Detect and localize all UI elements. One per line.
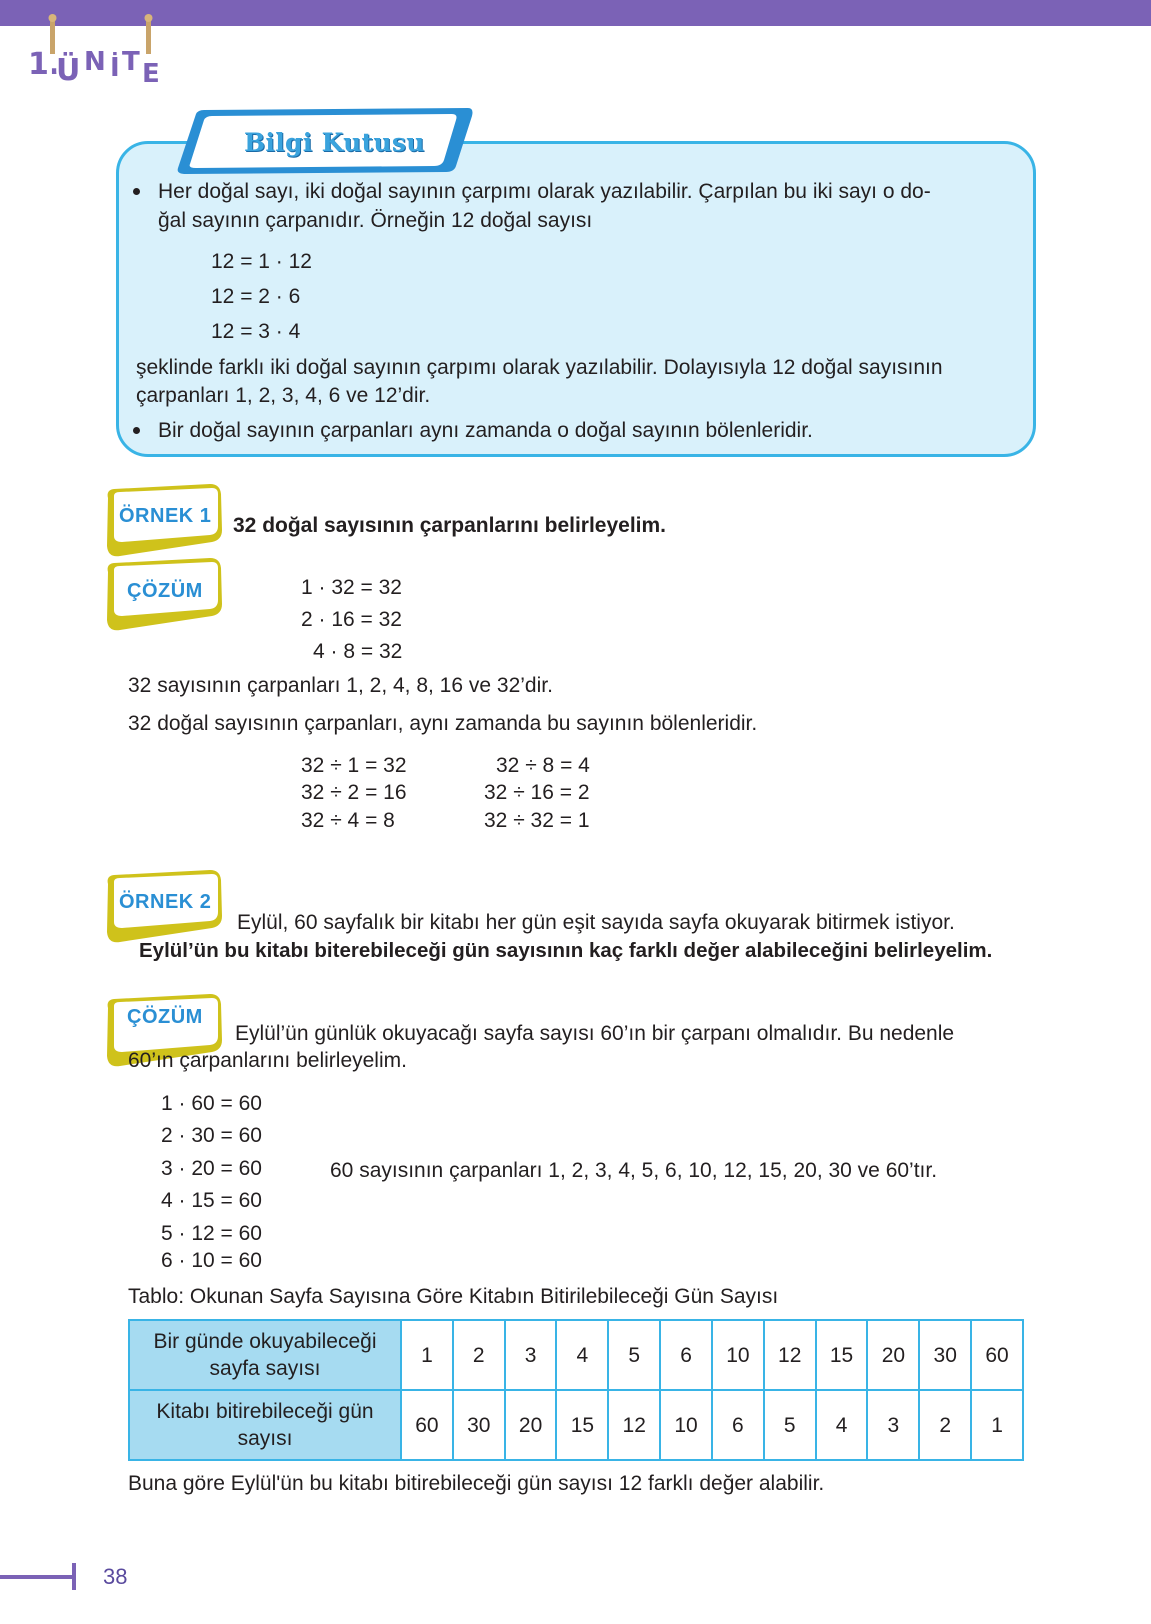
table-row xyxy=(129,1390,1023,1460)
table-cell: 5 xyxy=(764,1390,816,1460)
example2-product: 5 · 12 = 60 xyxy=(161,1222,262,1245)
footer-line xyxy=(0,1575,76,1579)
example1-factors: 32 sayısının çarpanları 1, 2, 4, 8, 16 ve 32’dir. xyxy=(128,674,553,697)
table-cell: 6 xyxy=(660,1320,712,1390)
table-cell: 4 xyxy=(556,1320,608,1390)
example2-factors: 60 sayısının çarpanları 1, 2, 3, 4, 5, 6, 10, 12, 15, 20, 30 ve 60’tır. xyxy=(330,1159,938,1182)
example1-product: 4 · 8 = 32 xyxy=(313,640,403,663)
table-cell: 10 xyxy=(660,1390,712,1460)
info-equation: 12 = 1 · 12 xyxy=(211,250,312,273)
table-cell: 6 xyxy=(712,1390,764,1460)
division-left: 32 ÷ 4 = 8 xyxy=(301,809,395,832)
example2-product: 3 · 20 = 60 xyxy=(161,1157,262,1180)
division-left: 32 ÷ 1 = 32 xyxy=(301,754,407,777)
bullet-dot xyxy=(133,427,140,434)
page-number: 38 xyxy=(103,1564,128,1589)
example1-product: 2 · 16 = 32 xyxy=(301,608,402,631)
table-header-line: Bir günde okuyabileceği xyxy=(153,1330,377,1353)
table-cell: 5 xyxy=(608,1320,660,1390)
example2-solution-line2: 60’ın çarpanlarını belirleyelim. xyxy=(128,1049,407,1072)
table-cell: 3 xyxy=(867,1390,919,1460)
info-box-title: Bilgi Kutusu xyxy=(244,128,425,157)
svg-text:Ü: Ü xyxy=(56,53,81,88)
example2-question-line2: Eylül’ün bu kitabı biterebileceği gün sayısının kaç farklı değer alabileceğini belirleyelim. xyxy=(139,939,993,962)
bullet-dot xyxy=(133,188,140,195)
table-header-line: sayısı xyxy=(237,1427,293,1450)
info-bullet1-line1: Her doğal sayı, iki doğal sayının çarpımı olarak yazılabilir. Çarpılan bu iki sayı o do- xyxy=(158,180,931,203)
table-row-header xyxy=(129,1390,401,1460)
example1-solution-badge: ÇÖZÜM xyxy=(127,580,203,602)
info-cont-line1: şeklinde farklı iki doğal sayının çarpımı olarak yazılabilir. Dolayısıyla 12 doğal sayısının xyxy=(136,356,943,379)
table-cell: 2 xyxy=(453,1320,505,1390)
table-caption: Tablo: Okunan Sayfa Sayısına Göre Kitabın Bitirilebileceği Gün Sayısı xyxy=(128,1285,779,1308)
example1-question: 32 doğal sayısının çarpanlarını belirleyelim. xyxy=(233,514,667,537)
svg-text:1.: 1. xyxy=(28,47,61,82)
table-cell: 1 xyxy=(971,1390,1023,1460)
table-row-header xyxy=(129,1320,401,1390)
svg-text:N: N xyxy=(84,47,106,77)
example2-solution-badge: ÇÖZÜM xyxy=(127,1006,203,1028)
table-cell: 12 xyxy=(608,1390,660,1460)
example2-solution-line1: Eylül’ün günlük okuyacağı sayfa sayısı 60’ın bir çarpanı olmalıdır. Bu nedenle xyxy=(235,1022,955,1045)
info-cont-line2: çarpanları 1, 2, 3, 4, 6 ve 12’dir. xyxy=(136,384,431,407)
info-equation: 12 = 3 · 4 xyxy=(211,320,301,343)
example2-product: 1 · 60 = 60 xyxy=(161,1092,262,1115)
table-cell: 20 xyxy=(867,1320,919,1390)
table-cell: 15 xyxy=(556,1390,608,1460)
table-cell: 10 xyxy=(712,1320,764,1390)
example1-divisors-text: 32 doğal sayısının çarpanları, aynı zamanda bu sayının bölenleridir. xyxy=(128,712,758,735)
example1-product: 1 · 32 = 32 xyxy=(301,576,402,599)
unit-logo xyxy=(26,14,166,94)
table-header-line: sayfa sayısı xyxy=(209,1357,321,1380)
svg-text:İ: İ xyxy=(110,53,120,83)
example1-badge: ÖRNEK 1 xyxy=(119,505,212,527)
footer-tick xyxy=(72,1563,76,1590)
table-cell: 15 xyxy=(816,1320,868,1390)
table-cell: 60 xyxy=(971,1320,1023,1390)
svg-text:E: E xyxy=(142,59,160,89)
info-equation: 12 = 2 · 6 xyxy=(211,285,301,308)
table-cell: 1 xyxy=(401,1320,453,1390)
table-cell: 30 xyxy=(919,1320,971,1390)
example2-badge: ÖRNEK 2 xyxy=(119,891,212,913)
info-bullet2: Bir doğal sayının çarpanları aynı zamanda o doğal sayının bölenleridir. xyxy=(158,419,813,442)
pages-days-table xyxy=(128,1319,1024,1461)
table-cell: 4 xyxy=(816,1390,868,1460)
table-cell: 60 xyxy=(401,1390,453,1460)
example2-product: 6 · 10 = 60 xyxy=(161,1249,262,1272)
table-header-line: Kitabı bitirebileceği gün xyxy=(156,1400,374,1423)
table-cell: 2 xyxy=(919,1390,971,1460)
table-row xyxy=(129,1320,1023,1390)
top-color-band xyxy=(0,0,1151,26)
svg-text:T: T xyxy=(122,47,140,77)
example2-product: 4 · 15 = 60 xyxy=(161,1189,262,1212)
division-left: 32 ÷ 2 = 16 xyxy=(301,781,407,804)
table-cell: 3 xyxy=(505,1320,557,1390)
division-right: 32 ÷ 32 = 1 xyxy=(484,809,590,832)
table-cell: 12 xyxy=(764,1320,816,1390)
example2-product: 2 · 30 = 60 xyxy=(161,1124,262,1147)
table-cell: 20 xyxy=(505,1390,557,1460)
division-right: 32 ÷ 16 = 2 xyxy=(484,781,590,804)
table-cell: 30 xyxy=(453,1390,505,1460)
info-bullet1-line2: ğal sayının çarpanıdır. Örneğin 12 doğal sayısı xyxy=(158,209,593,232)
example2-question-line1: Eylül, 60 sayfalık bir kitabı her gün eşit sayıda sayfa okuyarak bitirmek istiyor. xyxy=(237,911,955,934)
example2-conclusion: Buna göre Eylül'ün bu kitabı bitirebileceği gün sayısı 12 farklı değer alabilir. xyxy=(128,1472,825,1495)
division-right: 32 ÷ 8 = 4 xyxy=(496,754,590,777)
